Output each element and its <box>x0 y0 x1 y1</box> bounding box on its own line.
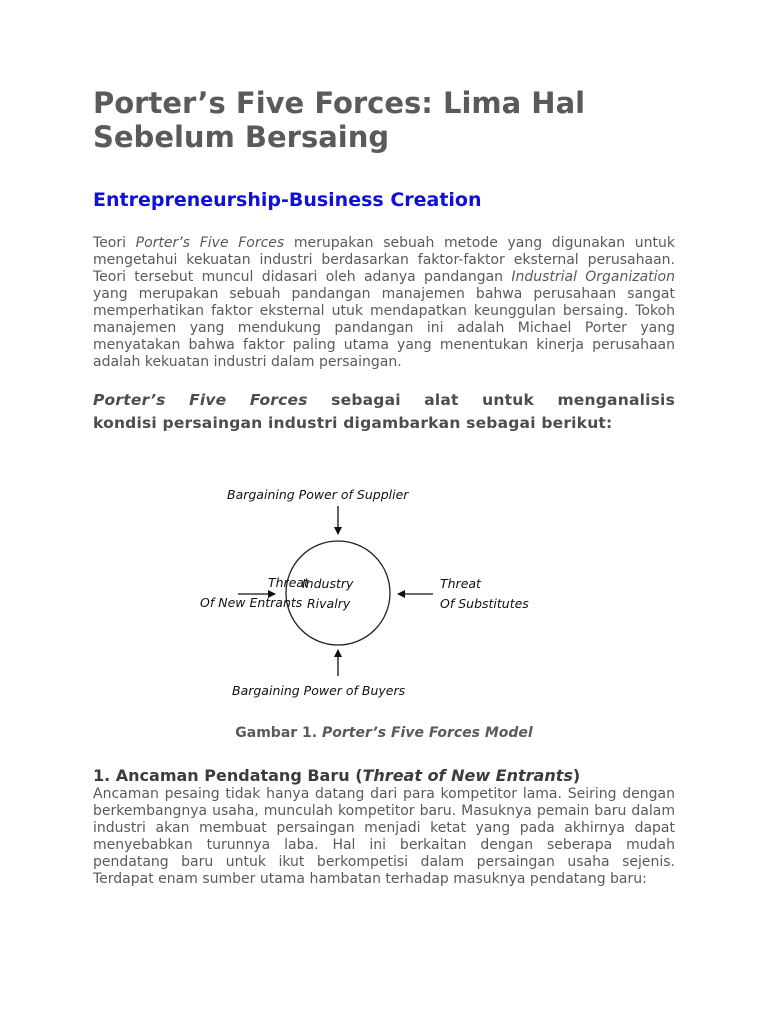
page-title: Porter’s Five Forces: Lima Hal Sebelum Bersaing <box>93 86 586 154</box>
intro-text-2: merupakan sebuah metode yang digunakan untuk mengetahui kekuatan industri berdasarkan faktor-faktor eksternal perusahaan. Teori tersebut muncul didasari oleh adanya pandangan <box>93 235 675 285</box>
section-heading-italic: Threat of New Entrants <box>362 766 573 785</box>
section-heading <box>93 766 580 786</box>
caption-italic: Porter’s Five Forces Model <box>322 725 533 741</box>
five-forces-diagram <box>193 478 653 708</box>
caption-prefix: Gambar 1. <box>235 725 322 741</box>
label-industry: Industry <box>302 576 354 591</box>
section-heading-pre: 1. Ancaman Pendatang Baru ( <box>93 766 363 785</box>
intro-paragraph <box>93 235 675 371</box>
label-threat-sub-1: Threat <box>440 576 481 591</box>
lead-italic: Porter’s Five Forces <box>93 391 308 409</box>
label-bargaining-supplier: Bargaining Power of Supplier <box>227 487 409 502</box>
label-threat-new-2: Of New Entrants <box>200 595 303 610</box>
label-bargaining-buyers: Bargaining Power of Buyers <box>232 683 406 698</box>
label-rivalry: Rivalry <box>307 596 351 611</box>
label-threat-new-1: Threat <box>268 575 309 590</box>
intro-text-1: Teori <box>93 235 136 251</box>
lead-paragraph <box>93 389 675 435</box>
lead-line-1 <box>93 389 675 412</box>
label-threat-sub-2: Of Substitutes <box>440 596 529 611</box>
section-heading-post: ) <box>572 766 581 785</box>
intro-text-3: yang merupakan sebuah pandangan manajemen bahwa perusahaan sangat memperhatikan faktor eksternal utuk mendapatkan keunggulan bersaing. Tokoh manajemen yang mendukung pandangan ini adalah Michael Porter yang menyatakan bahwa faktor paling utama yang menentukan kinerja perusahaan adalah kekuatan industri dalam persaingan. <box>93 286 675 370</box>
intro-italic-1: Porter’s Five Forces <box>135 235 285 251</box>
subtitle: Entrepreneurship-Business Creation <box>93 189 482 211</box>
lead-text-1: sebagai alat untuk menganalisis <box>307 391 675 409</box>
intro-italic-2: Industrial Organization <box>511 269 675 285</box>
section-paragraph: Ancaman pesaing tidak hanya datang dari para kompetitor lama. Seiring dengan berkembangnya usaha, munculah kompetitor baru. Masuknya pemain baru dalam industri akan membuat persaingan menjadi ketat yang pada akhirnya dapat menyebabkan turunnya laba. Hal ini berkaitan dengan seberapa mudah pendatang baru untuk ikut berkompetisi dalam persaingan usaha sejenis. Terdapat enam sumber utama hambatan terhadap masuknya pendatang baru: <box>93 786 675 887</box>
lead-text-2: kondisi persaingan industri digambarkan sebagai berikut: <box>93 414 613 432</box>
figure-caption <box>93 724 675 742</box>
